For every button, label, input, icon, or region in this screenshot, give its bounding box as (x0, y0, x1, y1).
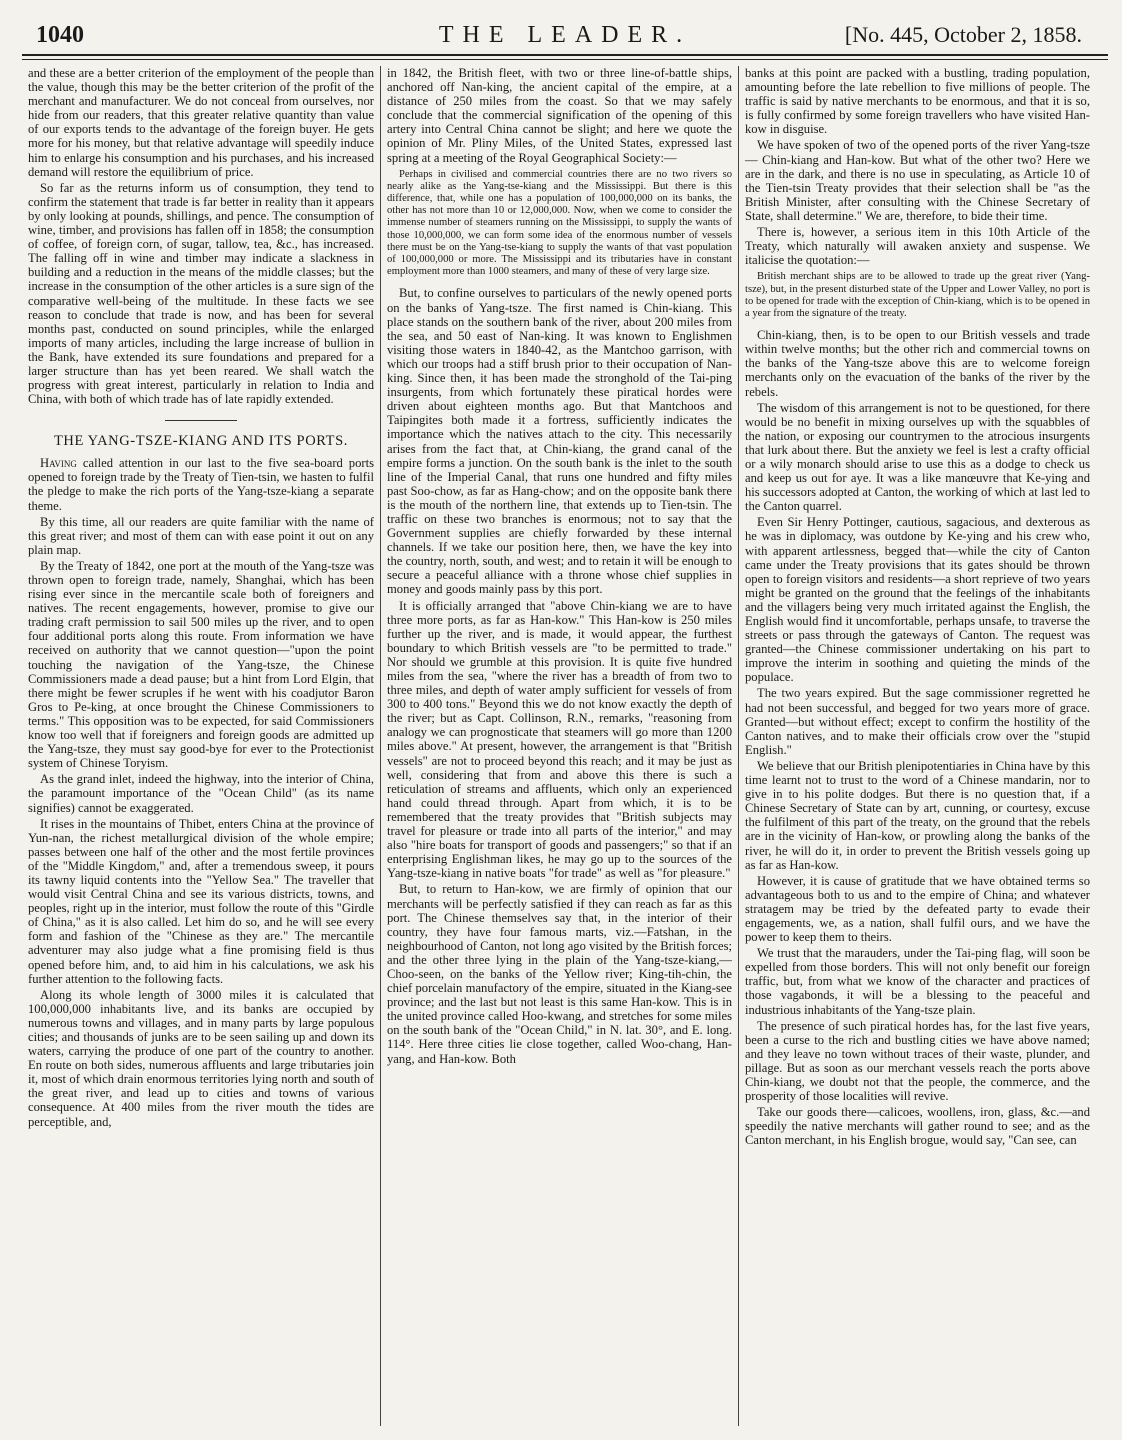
columns (22, 66, 1108, 1426)
paragraph: The two years expired. But the sage commissioner regretted he had not been successful, and begged for two years more of grace. Granted—but without effect; except to confirm the hostility of the Canton natives, and to make their officials crow over the "stupid English." (745, 686, 1090, 757)
paragraph: However, it is cause of gratitude that we have obtained terms so advantageous both to us and to the empire of China; and whatever stratagem may be tried by the defeated party to evade their engagements, we, as a nation, shall fulfil ours, and we have the power to keep them to theirs. (745, 873, 1090, 945)
paragraph: Even Sir Henry Pottinger, cautious, sagacious, and dexterous as he was in diplomacy, was outdone by Ke-ying and his crew who, with apparent artlessness, begged that—while the city of Canton came under the Treaty provisions that its gates should be thrown open to foreign visitors and residents—a short reprieve of two years might be granted on the ground that the feelings of the inhabitants and the villagers being very much irritated against the English, the English would find it uncomfortable, perhaps unsafe, to traverse the streets or pass through the gateways of Canton. The request was granted—the Chinese commissioner undertaking on his part to improve the interim in soothing and quieting the minds of the populace. (745, 515, 1090, 685)
page-number: 1040 (36, 22, 84, 48)
paragraph: banks at this point are packed with a bustling, trading population, amounting before the late rebellion to five millions of people. The traffic is said by native merchants to be enormous, and that it is so, is fully confirmed by some foreign travellers who have visited Han-kow in disguise. (745, 66, 1090, 137)
article-heading: THE YANG-TSZE-KIANG AND ITS PORTS. (53, 433, 349, 450)
paragraph: We have spoken of two of the opened ports of the river Yang-tsze — Chin-kiang and Han-kow. But what of the other two? Here we are in the dark, and there is no use in speculating, as Article 10 of the Tien-tsin Treaty provides that their selection shall be "as the British Minister, after consulting with the Chinese Secretary of State, shall determine." We are, therefore, to bide their time. (745, 138, 1090, 223)
paragraph: The wisdom of this arrangement is not to be questioned, for there would be no benefit in mixing ourselves up with the squabbles of the nation, or exposing our countrymen to the atrocious insurgents that lurk about there. But the anxiety we feel is lest a crafty official or a wily monarch should arise to use this as a dodge to check us and keep us out for aye. It was a like manœuvre that Ke-ying and his successors adopted at Canton, the working of which at last led to the Canton quarrel. (745, 400, 1090, 514)
block-quote: Perhaps in civilised and commercial countries there are no two rivers so nearly alike as the Yang-tse-kiang and the Mississippi. But there is this difference, that, while one has a population of 100,000,000 on its banks, the other has not more than 10 or 12,000,000. Now, when we come to consider the immense number of steamers running on the Mississippi, to supply the wants of those 10,000,000, we can form some idea of the enormous number of vessels there must be on the Yang-tse-kiang to supply the wants of that vast population of 100,000,000 or more. The Mississippi and its tributaries have in constant employment more than 1000 steamers, and many of these of very large size. (387, 168, 732, 278)
lead-text: called attention in our last to the five sea-board ports opened to foreign trade by the Treaty of Tien-tsin, we hasten to fulfil the pledge to make the rich ports of the Yang-tsze-kiang a separate theme. (28, 456, 374, 513)
paragraph: There is, however, a serious item in this 10th Article of the Treaty, which naturally will awaken anxiety and suspense. We italicise the quotation:— (745, 225, 1090, 268)
paragraph: It is officially arranged that "above Chin-kiang we are to have three more ports, as far as Han-kow." This Han-kow is 250 miles further up the river, and is made, it would appear, the furthest boundary to which British vessels are "to be permitted to trade." Nor should we grumble at this provision. It is quite five hundred miles from the sea, "where the river has a breadth of from two to three miles, and depth of water amply sufficient for vessels of from 300 to 400 tons." Beyond this we do not know exactly the depth of the river; but as Capt. Collinson, R.N., remarks, "reasoning from analogy we can prognosticate that steamers will go more than 1200 miles above." At present, however, the arrangement is that "British vessels" are not to proceed beyond this reach; and it may be just as well, considering that from and above this there is such a reticulation of streams and affluents, which only an experienced hand could thread through. Apart from which, it is to be remembered that the treaty provides that "British subjects may travel for pleasure or trade into all parts of the interior," and may also "hire boats for transport of goods and passengers;" so that if an enterprising Englishman likes, he may go up to the sources of the Yang-tsze-kiang in native boats "for trade" as well as "for pleasure." (387, 598, 732, 881)
column-2 (380, 66, 738, 1426)
paragraph: in 1842, the British fleet, with two or three line-of-battle ships, anchored off Nan-king, the ancient capital of the empire, at a distance of 250 miles from the coast. So that we may safely conclude that the commercial signification of the opening of this artery into Central China cannot be slight; and here we quote the opinion of Mr. Pliny Miles, of the United States, expressed last spring at a meeting of the Royal Geographical Society:— (387, 66, 732, 165)
paragraph (28, 456, 374, 512)
paragraph: By the Treaty of 1842, one port at the mouth of the Yang-tsze was thrown open to foreign trade, namely, Shanghai, which has been rising ever since in the mercantile scale both of foreigners and natives. The recent engagements, however, promise to give our trading craft permission to sail 500 miles up the river, and to open four additional ports along this route. From information we have received on authority that we cannot question—"upon the point touching the navigation of the Yang-tsze, the Chinese Commissioners made a dead pause; but a hint from Lord Elgin, that there might be fewer scruples if he went with his coadjutor Baron Gros to Pe-king, at once brought the Chinese Commissioners to terms." This opposition was to be expected, for said Commissioners know too well that if foreigners and foreign goods are admitted up the Yang-tsze, they must say good-bye for ever to the Protectionist system of Chinese Toryism. (28, 558, 374, 771)
section-divider (165, 420, 237, 421)
masthead (22, 14, 1108, 56)
paragraph: Take our goods there—calicoes, woollens, iron, glass, &c.—and speedily the native merchants will gather round to see; and as the Canton merchant, in his English brogue, would say, "Can see, can (745, 1105, 1090, 1148)
masthead-rule (22, 59, 1108, 60)
paragraph: It rises in the mountains of Thibet, enters China at the province of Yun-nan, the richest metallurgical division of the whole empire; passes between one half of the other and the most fertile provinces of the "Middle Kingdom," and, after a tremendous sweep, it pours its tawny liquid contents into the "Yellow Sea." The traveller that would visit Central China and see its various districts, towns, and peoples, right up in the interior, must follow the route of this "Girdle of China," as it is also called. Let him do so, and he will see every form and fashion of the "Chinese as they are." The mercantile adventurer may also judge what a fine promising field is thus opened before him, and, to aid him in his calculations, we ask his further attention to the following facts. (28, 816, 374, 986)
paragraph: As the grand inlet, indeed the highway, into the interior of China, the paramount importance of the "Ocean Child" (as its name signifies) cannot be exaggerated. (28, 772, 374, 815)
paragraph: and these are a better criterion of the employment of the people than the value, though this may be the better criterion of the profit of the merchant and manufacturer. We do not conceal from ourselves, nor hide from our readers, that this greater relative quantity than value of our exports tends to the advantage of the foreign buyer. He gets more for his money, but that relative advantage will speedily induce him to enlarge his consumption and his purchases, and his increased demand will restore the equilibrium of price. (28, 66, 374, 179)
paragraph: We trust that the marauders, under the Tai-ping flag, will soon be expelled from those borders. This will not only benefit our foreign traffic, but, from what we know of the character and practices of those vagabonds, it will be a blessing to the peaceful and industrious inhabitants of the Yang-tsze plain. (745, 946, 1090, 1017)
lead-word: Having (40, 456, 77, 471)
newspaper-title: THE LEADER. (438, 22, 692, 48)
paragraph: By this time, all our readers are quite familiar with the name of this great river; and most of them can with ease point it out on any plain map. (28, 514, 374, 557)
block-quote: British merchant ships are to be allowed to trade up the great river (Yang-tsze), but, in the present disturbed state of the Upper and Lower Valley, no port is to be opened for trade with the exception of Chin-kiang, which is to be opened in a year from the signature of the treaty. (745, 271, 1090, 319)
paragraph: Chin-kiang, then, is to be open to our British vessels and trade within twelve months; but the other rich and commercial towns on the banks of the Yang-tsze above this are to welcome foreign merchants only on the evacuation of the banks of the river by the rebels. (745, 328, 1090, 399)
column-3 (738, 66, 1096, 1426)
paragraph: Along its whole length of 3000 miles it is calculated that 100,000,000 inhabitants live, and its banks are occupied by numerous towns and villages, and in many parts by large populous cities; and thousands of junks are to be seen sailing up and down its waters, carrying the produce of one part of the country to another. En route on both sides, numerous affluents and large tributaries join it, most of which drain enormous territories lying north and south of the great river, and lead up to cities and towns of various consequence. At 400 miles from the river mouth the tides are perceptible, and, (28, 987, 374, 1129)
paragraph: The presence of such piratical hordes has, for the last five years, been a curse to the rich and bustling cities we have above named; and they leave no town without traces of their waste, plunder, and pillage. But as soon as our merchant vessels reach the ports above Chin-kiang, we doubt not that the people, the commerce, and the prosperity of those localities will revive. (745, 1018, 1090, 1104)
paragraph: We believe that our British plenipotentiaries in China have by this time learnt not to trust to the word of a Chinese mandarin, nor to give in to his polite dodges. But there is no question that, if a Chinese Secretary of State can by art, cunning, or courtesy, excuse the fulfilment of this part of the treaty, on the ground that the rebels are in the vicinity of Han-kow, or prowling along the banks of the river, he will do it, in order to prevent the British vessels going up as far as Han-kow. (745, 758, 1090, 872)
issue-line: [No. 445, October 2, 1858. (844, 22, 1082, 47)
column-1 (22, 66, 380, 1426)
paragraph: But, to return to Han-kow, we are firmly of opinion that our merchants will be perfectly satisfied if they can reach as far as this port. The Chinese themselves say that, in the interior of their country, they have four famous marts, viz.—Fatshan, in the neighbourhood of Canton, not long ago visited by the British forces; and the other three lying in the plain of the Yang-tsze-kiang,—Choo-seen, on the banks of the Yellow river; King-tih-chin, the chief porcelain manufactory of the empire, situated in the Kiang-see province; and the last but not least is this same Han-kow. This is in the united province called Hoo-kwang, and stretches for some miles on the south bank of the "Ocean Child," in N. lat. 30°, and E. long. 114°. Here three cities lie close together, called Woo-chang, Han-yang, and Han-kow. Both (387, 882, 732, 1066)
paragraph: So far as the returns inform us of consumption, they tend to confirm the statement that trade is far better in reality than it appears by only looking at pounds, shillings, and pence. The consumption of wine, timber, and provisions has fallen off in 1858; the consumption of coffee, of foreign corn, of sugar, tallow, tea, &c., has increased. The falling off in wine and timber may indicate a slackness in building and a reduction in the means of the middle classes; but the increase in the consumption of the other articles is a sure sign of the comparative well-being of the multitude. In these facts we see reason to conclude that trade is now, and has been for several months past, conducted on sound principles, while the enlarged imports of many articles, including the large increase of bullion in the Bank, have extended its sure foundations and prepared for a larger structure than has yet been reared. We shall watch the progress with great interest, particularly in relation to India and China, with both of which trade has of late rapidly extended. (28, 180, 374, 407)
paragraph: But, to confine ourselves to particulars of the newly opened ports on the banks of Yang-tsze. The first named is Chin-kiang. This place stands on the southern bank of the river, about 200 miles from the sea, and 50 east of Nan-king. It was known to Englishmen visiting those waters in 1840-42, as the Mantchoo garrison, with which our troops had a stiff brush prior to their occupation of Nan-king. Since then, it has been made the stronghold of the Tai-ping insurgents, from which fortunately these piratical hordes were driven about eighteen months ago. But that Mantchoos and Taipingites both made it a fortress, sufficiently indicates the importance which the natives attach to the city. This necessarily arises from the fact that, at Chin-kiang, the grand canal of the empire forms a junction. On the south bank is the inlet to the south line of the Imperial Canal, that runs one hundred and fifty miles past Soo-chow, as far as Hang-chow; and on the opposite bank there is the mouth of the northern line, that extends up to Tien-tsin. The traffic on these two branches is enormous; not to say that the Government supplies are chiefly forwarded by these internal channels. If we take our position here, then, we have the key into the country, north, south, and west; and to retain it will be enough to secure a peaceful alliance with a throne whose chief supplies in money and goods mainly pass by this port. (387, 286, 732, 597)
